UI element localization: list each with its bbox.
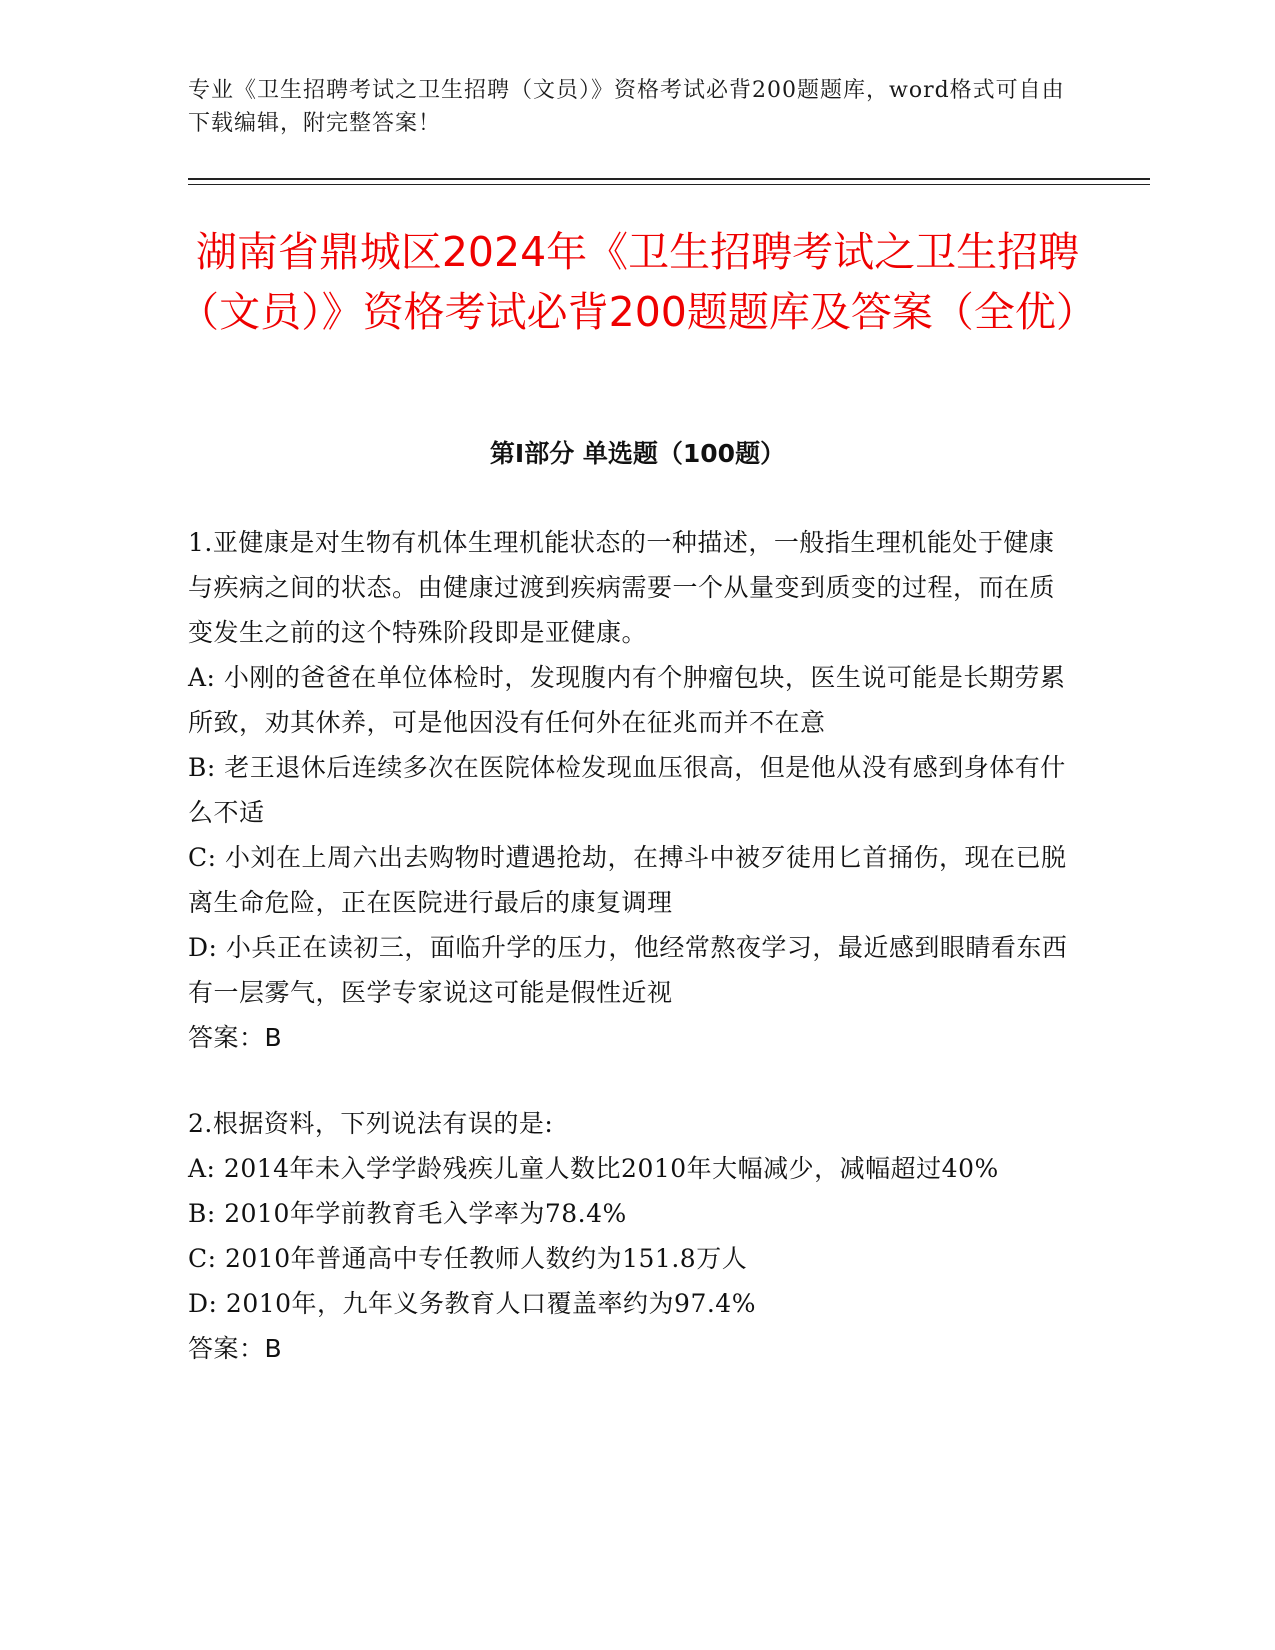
answer: 答案：B: [188, 1334, 283, 1363]
option-a: A: 2014年未入学学龄残疾儿童人数比2010年大幅减少，减幅超过40%: [188, 1154, 999, 1183]
question-2: [188, 1101, 1068, 1371]
header-divider-thick: [188, 178, 1150, 180]
option-c: C: 小刘在上周六出去购物时遭遇抢劫，在搏斗中被歹徒用匕首捅伤，现在已脱离生命危险，正在医院进行最后的康复调理: [188, 843, 1067, 917]
option-c: C: 2010年普通高中专任教师人数约为151.8万人: [188, 1244, 748, 1273]
question-1: [188, 520, 1068, 1060]
header-divider-thin: [188, 184, 1150, 185]
option-b: B: 2010年学前教育毛入学率为78.4%: [188, 1199, 627, 1228]
option-d: D: 小兵正在读初三，面临升学的压力，他经常熬夜学习，最近感到眼睛看东西有一层雾气，医学专家说这可能是假性近视: [188, 933, 1068, 1007]
option-d: D: 2010年，九年义务教育人口覆盖率约为97.4%: [188, 1289, 756, 1318]
question-stem: 1.亚健康是对生物有机体生理机能状态的一种描述，一般指生理机能处于健康与疾病之间的状态。由健康过渡到疾病需要一个从量变到质变的过程，而在质变发生之前的这个特殊阶段即是亚健康。: [188, 528, 1056, 647]
answer: 答案：B: [188, 1023, 283, 1052]
question-stem: 2.根据资料，下列说法有误的是:: [188, 1109, 554, 1138]
document-title: 湖南省鼎城区2024年《卫生招聘考试之卫生招聘（文员）》资格考试必背200题题库及答案（全优）: [178, 228, 1097, 336]
section-heading: 第I部分 单选题（100题）: [489, 439, 786, 468]
option-b: B: 老王退休后连续多次在医院体检发现血压很高，但是他从没有感到身体有什么不适: [188, 753, 1066, 827]
header-note: 专业《卫生招聘考试之卫生招聘（文员）》资格考试必背200题题库，word格式可自由下载编辑，附完整答案！: [188, 78, 1065, 136]
option-a: A: 小刚的爸爸在单位体检时，发现腹内有个肿瘤包块，医生说可能是长期劳累所致，劝其休养，可是他因没有任何外在征兆而并不在意: [188, 663, 1066, 737]
